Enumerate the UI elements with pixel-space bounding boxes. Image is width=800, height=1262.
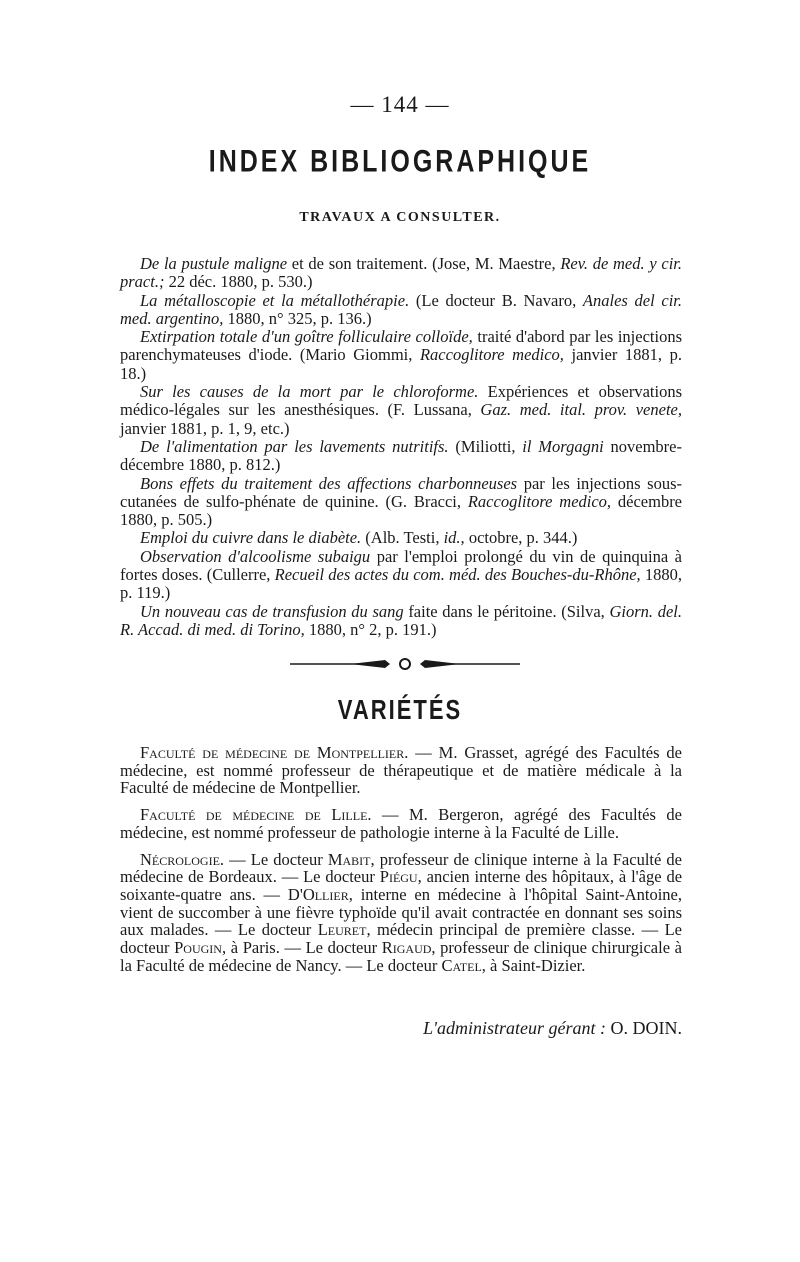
bibliography-entry: De l'alimentation par les lavements nutritifs. (Miliotti, il Morgagni novembre-décembre 1880, p. 812.) [120,436,682,475]
bibliography-entry: Extirpation totale d'un goître folliculaire colloïde, traité d'abord par les injections parenchymateuses d'iode. (Mario Giommi, Raccoglitore medico, janvier 1881, p. 18.) [120,327,682,383]
bibliography-entry: De la pustule maligne et de son traitement. (Jose, M. Maestre, Rev. de med. y cir. pract.; 22 déc. 1880, p. 530.) [120,254,682,292]
signature-line: L'administrateur gérant : O. DOIN. [423,1018,682,1038]
ornament-divider-icon [290,654,520,674]
section-subtitle: TRAVAUX A CONSULTER. [299,210,501,225]
news-section [120,744,682,983]
bibliography-entry: Observation d'alcoolisme subaigu par l'emploi prolongé du vin de quinquina à fortes doses. (Cullerre, Recueil des actes du com. méd. des Bouches-du-Rhône, 1880, p. 119.) [120,546,682,603]
news-item-necrologie: Nécrologie. — Le docteur Mabit, professeur de clinique interne à la Faculté de médecine de Bordeaux. — Le docteur Piégu, ancien interne des hôpitaux, à l'âge de soixante-quatre ans. — D'Ollier, interne en médecine à l'hôpital Saint-Antoine, vient de succomber à une fièvre typhoïde qu'il avait contractée en donnant ses soins aux malades. — Le docteur Leuret, médecin principal de première classe. — Le docteur Pougin, à Paris. — Le docteur Rigaud, professeur de clinique chirurgicale à la Faculté de médecine de Nancy. — Le docteur Catel, à Saint-Dizier. [120,849,683,975]
bibliography-entry: La métalloscopie et la métallothérapie. (Le docteur B. Navaro, Anales del cir. med. argentino, 1880, n° 325, p. 136.) [120,290,682,328]
news-item-montpellier: Faculté de médecine de Montpellier. — M. Grasset, agrégé des Facultés de médecine, est nommé professeur de thérapeutique et de matière médicale à la Faculté de médecine de Montpellier. [120,743,682,798]
bibliography-entry: Bons effets du traitement des affections charbonneuses par les injections sous-cutanées de sulfo-phénate de quinine. (G. Bracci, Raccoglitore medico, décembre 1880, p. 505.) [120,473,683,530]
section-title-varietes: VARIÉTÉS [337,694,463,726]
page-number: — 144 — [350,92,450,117]
bibliography-entry: Sur les causes de la mort par le chloroforme. Expériences et observations médico-légales sur les anesthésiques. (F. Lussana, Gaz. med. ital. prov. venete, janvier 1881, p. 1, 9, etc.) [120,382,683,438]
bibliography-entry: Un nouveau cas de transfusion du sang faite dans le péritoine. (Silva, Giorn. del. R. Accad. di med. di Torino, 1880, n° 2, p. 191.) [120,601,682,639]
news-item-lille: Faculté de médecine de Lille. — M. Bergeron, agrégé des Facultés de médecine, est nommé professeur de pathologie interne à la Faculté de Lille. [120,805,682,842]
page-title: INDEX BIBLIOGRAPHIQUE [208,144,592,179]
bibliography-list [120,255,682,639]
bibliography-entry: Emploi du cuivre dans le diabète. (Alb. Testi, id., octobre, p. 344.) [140,528,578,548]
